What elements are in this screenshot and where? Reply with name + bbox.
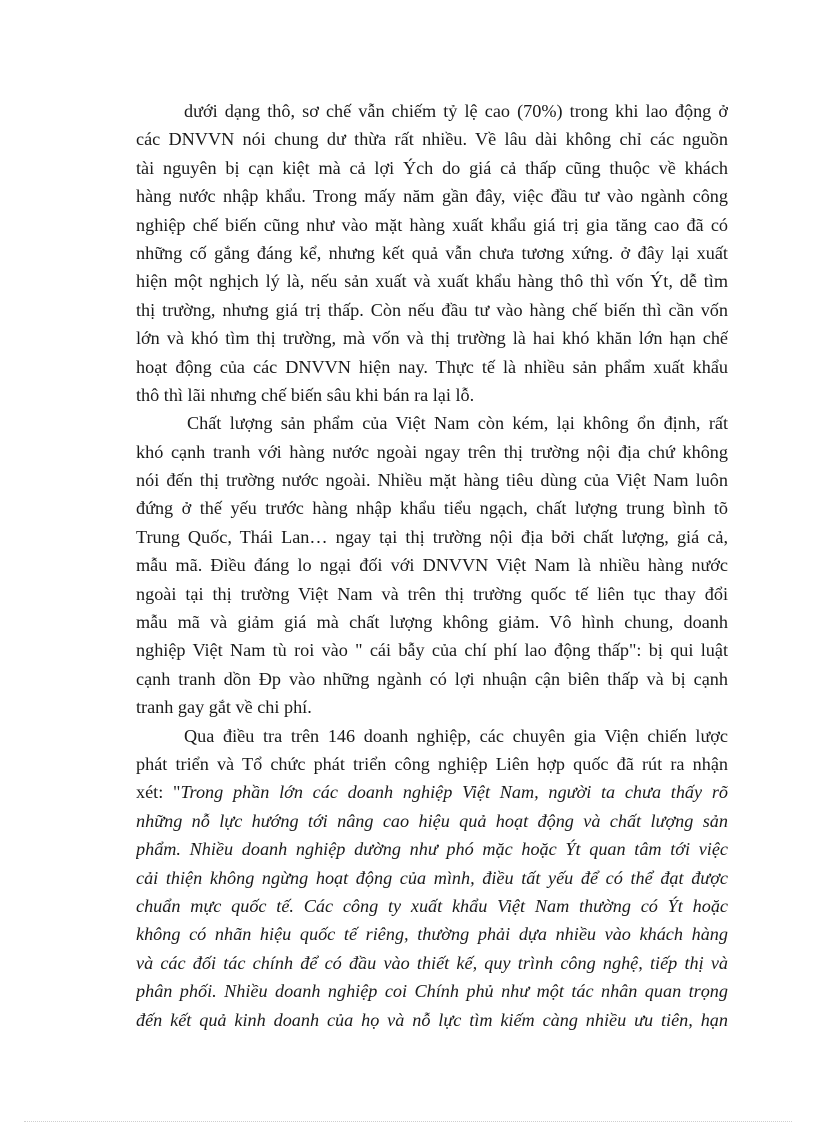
quote-text: Trong phần lớn các doanh nghiệp Việt Nam, người ta chưa thấy rõ bbox=[180, 782, 728, 803]
text-line: khó cạnh tranh với hàng nước ngoài ngay trên thị trường nội địa chứ không bbox=[136, 441, 728, 462]
text-line: Chất lượng sản phẩm của Việt Nam còn kém, lại không ổn định, rất bbox=[187, 413, 728, 434]
text-line: tranh gay gắt về chi phí. bbox=[136, 697, 312, 718]
text-line: tài nguyên bị cạn kiệt mà cả lợi Ých do giá cả thấp cũng thuộc về khách bbox=[136, 157, 728, 178]
text-line: cạnh tranh dồn Ðp vào những ngành có lợi nhuận cận biên thấp và bị cạnh bbox=[136, 668, 728, 689]
quote-line: và các đối tác chính để có đầu vào thiết kế, quy trình công nghệ, tiếp thị và bbox=[136, 952, 728, 973]
text-line: lớn và khó tìm thị trường, mà vốn và thị trường là hai khó khăn lớn hạn chế bbox=[136, 328, 728, 349]
text-line: nghiệp Việt Nam tù roi vào " cái bẫy của chí phí lao động thấp": bị qui luật bbox=[136, 640, 728, 661]
quote-line: không có nhãn hiệu quốc tế riêng, thường phải dựa nhiều vào khách hàng bbox=[136, 924, 728, 945]
quote-line: phẩm. Nhiều doanh nghiệp dường như phó mặc hoặc Ýt quan tâm tới việc bbox=[136, 839, 728, 860]
text-line: hàng nước nhập khẩu. Trong mấy năm gần đây, việc đầu tư vào ngành công bbox=[136, 186, 728, 207]
quote-line: những nỗ lực hướng tới nâng cao hiệu quả hoạt động và chất lượng sản bbox=[136, 810, 728, 831]
text-line: Qua điều tra trên 146 doanh nghiệp, các chuyên gia Viện chiến lược bbox=[184, 725, 728, 746]
text-line: thị trường, nhưng giá trị thấp. Còn nếu đầu tư vào hàng chế biến thì cần vốn bbox=[136, 299, 728, 320]
text-line: hiện một nghịch lý là, nếu sản xuất và xuất khẩu hàng thô thì vốn Ýt, dễ tìm bbox=[136, 271, 728, 292]
document-page bbox=[136, 97, 728, 1034]
quote-line: đến kết quả kinh doanh của họ và nỗ lực tìm kiếm càng nhiều ưu tiên, hạn bbox=[136, 1009, 728, 1030]
text-line: thô thì lãi nhưng chế biến sâu khi bán ra lại lỗ. bbox=[136, 384, 475, 405]
page-bottom-rule bbox=[24, 1121, 792, 1122]
text-line: dưới dạng thô, sơ chế vẫn chiếm tỷ lệ cao (70%) trong khi lao động ở bbox=[184, 101, 728, 121]
text-line: hoạt động của các DNVVN hiện nay. Thực tế là nhiều sản phẩm xuất khẩu bbox=[136, 356, 728, 377]
paragraph-3 bbox=[136, 722, 728, 1034]
quote-line: phân phối. Nhiều doanh nghiệp coi Chính phủ như một tác nhân quan trọng bbox=[136, 981, 728, 1002]
text-line: những cố gắng đáng kể, nhưng kết quả vẫn chưa tương xứng. ở đây lại xuất bbox=[136, 242, 728, 263]
text-line: mẫu mã và giảm giá mà chất lượng không giảm. Vô hình chung, doanh bbox=[136, 612, 728, 633]
text-line-mixed bbox=[136, 778, 728, 806]
quote-lead: xét: " bbox=[136, 782, 181, 803]
quote-line: chuẩn mực quốc tế. Các công ty xuất khẩu Việt Nam thường có Ýt hoặc bbox=[136, 895, 728, 916]
text-line: các DNVVN nói chung dư thừa rất nhiều. Về lâu dài không chỉ các nguồn bbox=[136, 129, 728, 150]
paragraph-2 bbox=[136, 409, 728, 721]
paragraph-1 bbox=[136, 97, 728, 409]
text-line: nói đến thị trường nước ngoài. Nhiều mặt hàng tiêu dùng của Việt Nam luôn bbox=[136, 470, 728, 491]
text-line: Trung Quốc, Thái Lan… ngay tại thị trường nội địa bởi chất lượng, giá cả, bbox=[136, 526, 728, 547]
quote-line: cải thiện không ngừng hoạt động của mình, điều tất yếu để có thể đạt được bbox=[136, 867, 728, 888]
text-line: đứng ở thế yếu trước hàng nhập khẩu tiểu ngạch, chất lượng trung bình tõ bbox=[136, 498, 728, 519]
text-line: phát triển và Tổ chức phát triển công nghiệp Liên hợp quốc đã rút ra nhận bbox=[136, 753, 728, 774]
text-line: ngoài tại thị trường Việt Nam và trên thị trường quốc tế liên tục thay đổi bbox=[136, 583, 728, 604]
text-line: mẫu mã. Điều đáng lo ngại đối với DNVVN Việt Nam là nhiều hàng nước bbox=[136, 555, 728, 576]
text-line: nghiệp chế biến cũng như vào mặt hàng xuất khẩu giá trị gia tăng cao đã có bbox=[136, 214, 728, 235]
